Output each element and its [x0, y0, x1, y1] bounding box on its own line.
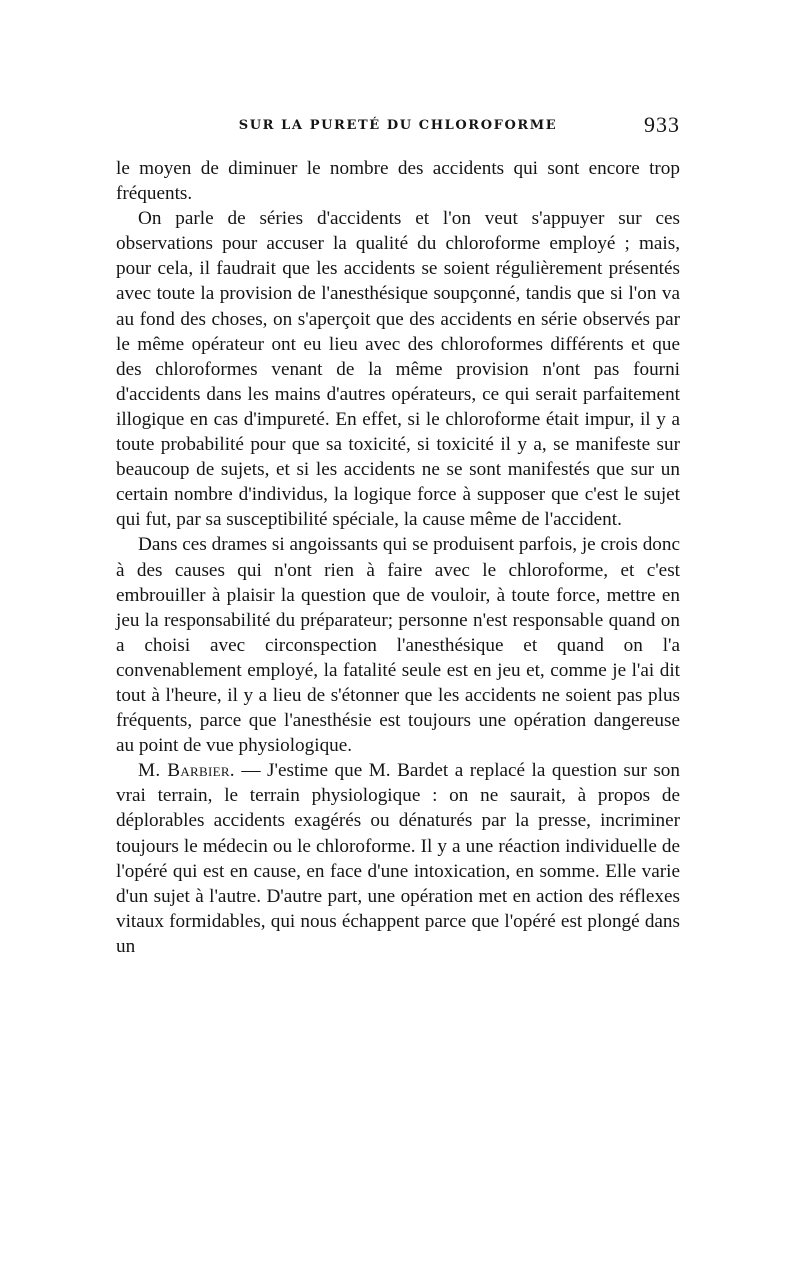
paragraph-drames: Dans ces drames si angoissants qui se produisent parfois, je crois donc à des causes qui n'ont rien à faire avec le chloroforme, et c'est embrouiller à plaisir la question que de vouloir, à toute force, mettre en jeu la responsabilité du préparateur; personne n'est responsable quand on a choisi avec circonspection l'anesthésique et quand on l'a convenablement employé, la fatalité seule est en jeu et, comme je l'ai dit tout à l'heure, il y a lieu de s'étonner que les accidents ne soient pas plus fréquents, parce que l'anesthésie est toujours une opération dangereuse au point de vue physiologique. [116, 534, 680, 757]
page-number: 933 [644, 112, 680, 137]
paragraph-series-accidents: On parle de séries d'accidents et l'on veut s'appuyer sur ces observations pour accuser la qualité du chloroforme employé ; mais, pour cela, il faudrait que les accidents se soient régulièrement présentés avec toute la provision de l'anesthésique soupçonné, tandis que si l'on va au fond des choses, on s'aperçoit que des accidents en série observés par le même opérateur ont eu lieu avec des chloroformes différents et que des chloroformes venant de la même provision n'ont pas fourni d'accidents dans les mains d'autres opérateurs, ce qui serait parfaitement illogique en cas d'impureté. En effet, si le chloroforme était impur, il y a toute probabilité pour que sa toxicité, si toxicité il y a, se manifeste sur beaucoup de sujets, et si les accidents ne se sont manifestés que sur un certain nombre d'individus, la logique force à supposer que c'est le sujet qui fut, par sa susceptibilité spéciale, la cause même de l'accident. [116, 208, 680, 531]
running-title: SUR LA PURETÉ DU CHLOROFORME [238, 118, 558, 133]
book-page [116, 112, 680, 959]
paragraph-continuation: le moyen de diminuer le nombre des accidents qui sont encore trop fréquents. [116, 158, 680, 205]
paragraph-barbier [116, 758, 680, 959]
running-head [116, 112, 680, 142]
speech-text: — J'estime que M. Bardet a replacé la question sur son vrai terrain, le terrain physiologique : on ne saurait, à propos de déplorables accidents exagérés ou dénaturés par la presse, incriminer toujours le médecin ou le chloroforme. Il y a une réaction individuelle de l'opéré qui est en cause, en face d'une intoxication, en somme. Elle varie d'un sujet à l'autre. D'autre part, une opération met en action des réflexes vitaux formidables, qui nous échappent parce que l'opéré est plongé dans un [116, 760, 680, 957]
body-text [116, 156, 680, 959]
speaker-name: M. Barbier. [138, 760, 235, 782]
